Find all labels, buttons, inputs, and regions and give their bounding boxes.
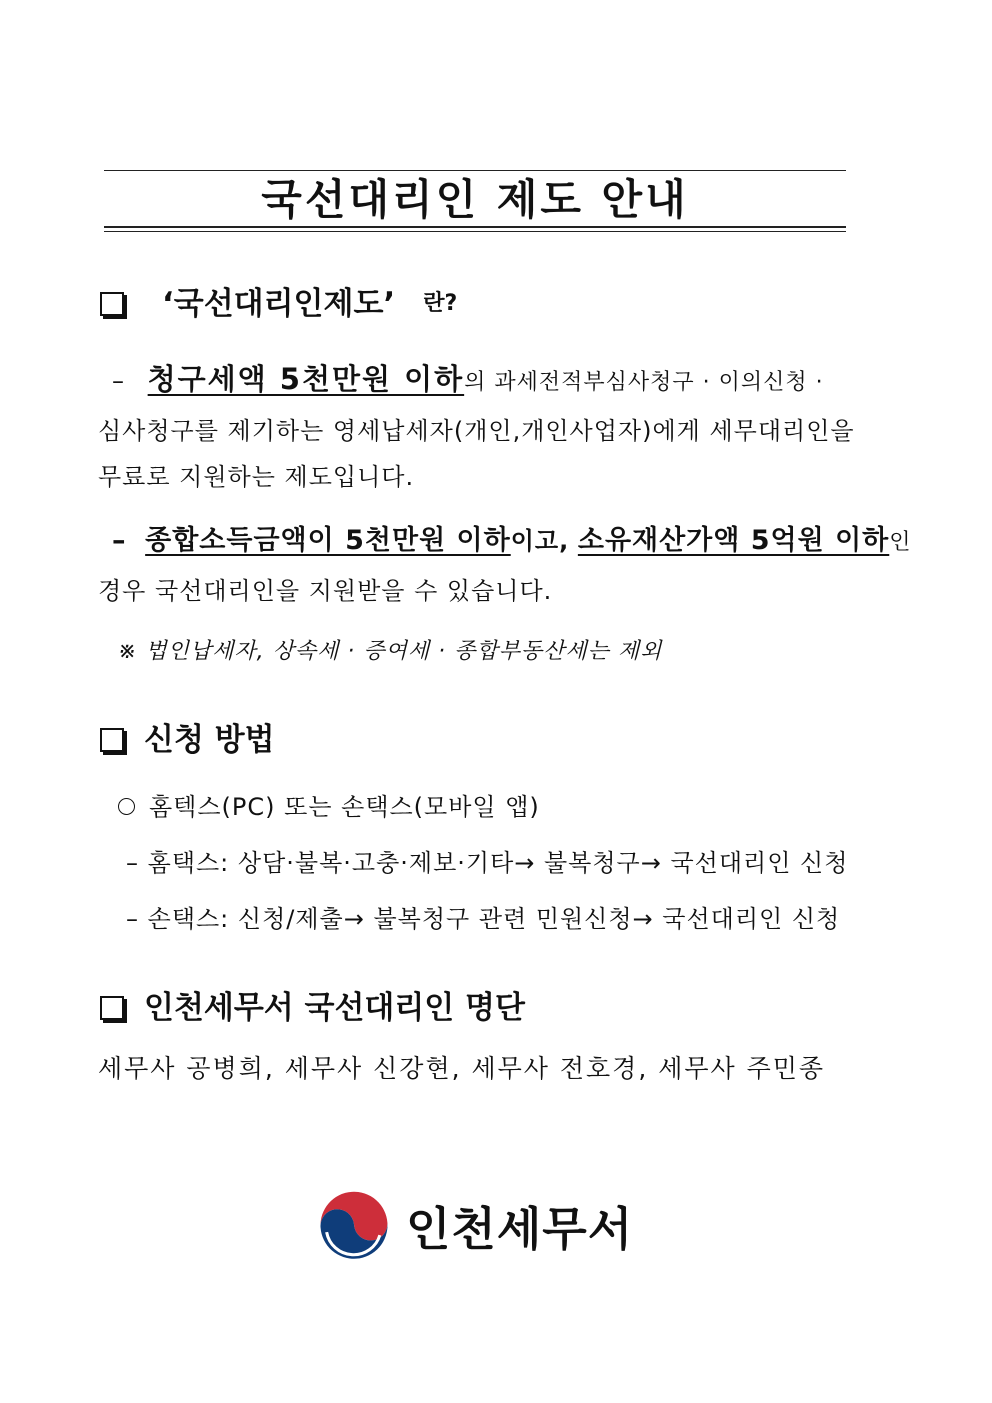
office-logo: [316, 1188, 633, 1264]
section-heading-suffix: 란?: [423, 291, 458, 316]
section-heading-definition: [100, 284, 457, 324]
paragraph-1-line-3: 무료로 지원하는 제도입니다.: [98, 463, 415, 491]
apply-method-item: [118, 790, 540, 824]
taegeuk-emblem-icon: [316, 1188, 392, 1264]
section-heading-roster: [100, 988, 525, 1028]
checkbox-bullet-icon: [100, 996, 124, 1020]
section-heading-text: 신청 방법: [144, 722, 275, 758]
title-rule-bottom-2: [104, 231, 846, 232]
office-logo-text: 인천세무서: [406, 1202, 634, 1256]
emphasis-claim-amount: 청구세액 5천만원 이하: [147, 362, 465, 396]
paragraph-2-line-2: 경우 국선대리인을 지원받을 수 있습니다.: [98, 577, 553, 605]
section-heading-text: 인천세무서 국선대리인 명단: [144, 990, 525, 1026]
emphasis-property: 소유재산가액 5억원 이하: [577, 525, 890, 556]
paragraph-1-text: 의 과세전적부심사청구 · 이의신청 ·: [464, 370, 824, 395]
apply-method-text: 홈텍스(PC) 또는 손택스(모바일 앱): [149, 793, 540, 821]
paragraph-2-tail: 인: [889, 530, 912, 555]
checkbox-bullet-icon: [100, 728, 124, 752]
page-title: 국선대리인 제도 안내: [261, 175, 689, 224]
emphasis-income: 종합소득금액이 5천만원 이하: [145, 525, 511, 556]
dash-bullet: –: [112, 367, 125, 395]
exclusion-note: ※ 법인납세자, 상속세 · 증여세 · 종합부동산세는 제외: [118, 639, 663, 664]
section-heading-apply: [100, 720, 275, 760]
section-heading-text: ‘국선대리인제도’: [162, 286, 396, 322]
circle-bullet-icon: [118, 798, 135, 815]
apply-hometax-path: – 홈택스: 상담·불복·고충·제보·기타→ 불복청구→ 국선대리인 신청: [126, 849, 849, 877]
title-rule-top: [104, 170, 846, 171]
apply-sontax-path: – 손택스: 신청/제출→ 불복청구 관련 민원신청→ 국선대리인 신청: [126, 905, 841, 933]
checkbox-bullet-icon: [100, 292, 124, 316]
paragraph-1-line-1: [112, 362, 824, 400]
paragraph-1-line-2: 심사청구를 제기하는 영세납세자(개인,개인사업자)에게 세무대리인을: [98, 417, 855, 445]
paragraph-2-mid: 이고,: [510, 527, 570, 555]
dash-bullet: –: [112, 525, 127, 556]
roster-names: 세무사 공병희, 세무사 신강현, 세무사 전호경, 세무사 주민종: [98, 1054, 826, 1083]
paragraph-2-line-1: [112, 524, 912, 560]
title-rule-bottom: [104, 226, 846, 228]
